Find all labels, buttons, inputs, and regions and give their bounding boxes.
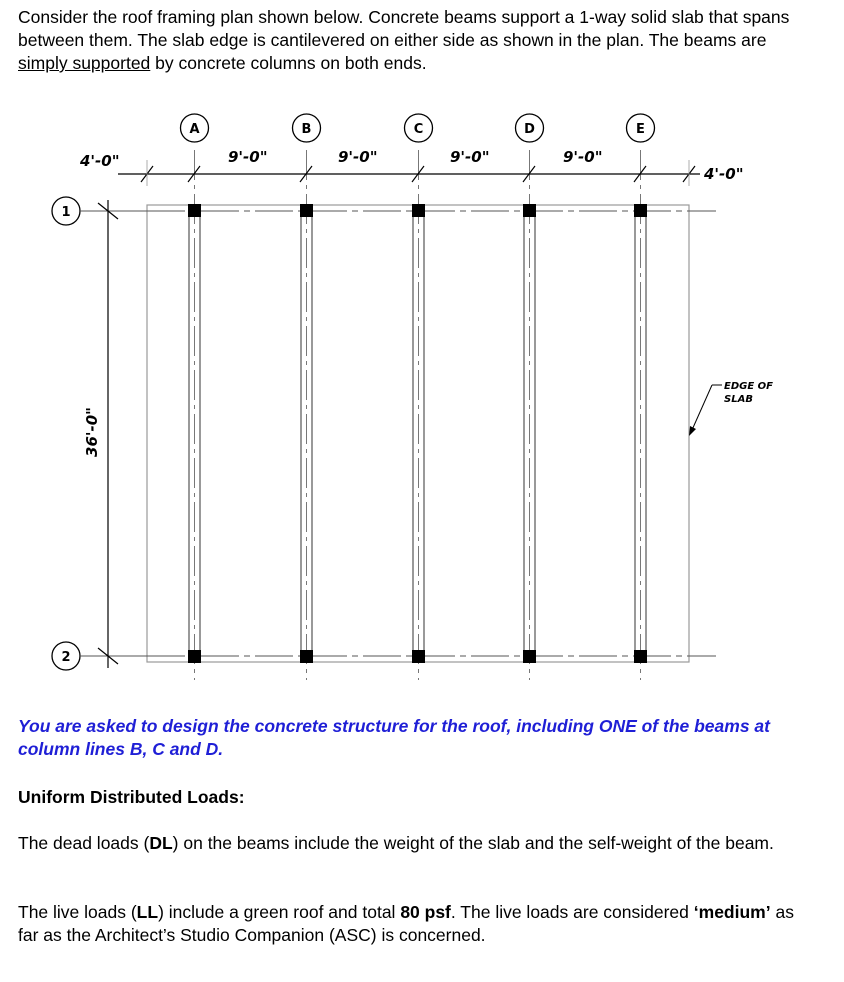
intro-paragraph [18,6,808,75]
column-E2 [634,650,647,663]
ll-abbrev: LL [136,902,159,922]
grid-label-C: C [413,122,424,137]
beam-E [635,150,646,680]
dl-text-2: ) on the beams include the weight of the slab and the self-weight of the beam. [172,833,774,853]
intro-underlined-text: simply supported [18,53,151,73]
edge-of-slab-label-2: SLAB [724,394,753,405]
grid-bubble-C [405,114,433,142]
edge-of-slab-label-1: EDGE OF [724,381,773,392]
column-D1 [523,204,536,217]
grid-bubble-1 [52,197,92,225]
beam-D [524,150,535,680]
grid-bubble-E [627,114,655,142]
dim-bay-CD: 9'-0" [450,148,490,166]
grid-label-D: D [524,122,535,137]
beam-B [301,150,312,680]
live-loads-paragraph [18,901,808,947]
grid-label-1: 1 [61,205,71,220]
beam-A [189,150,200,680]
ll-text-4: as far as the Architect’s Studio Companion (ASC) is concerned. [18,902,794,945]
dead-loads-paragraph [18,832,808,855]
ll-value: 80 psf [400,902,451,922]
dim-bay-BC: 9'-0" [338,148,378,166]
grid-label-E: E [636,122,645,137]
grid-bubble-A [181,114,209,142]
grid-label-A: A [189,122,200,137]
column-C2 [412,650,425,663]
ll-category: ‘medium’ [693,902,771,922]
dim-left-cantilever: 4'-0" [80,152,120,170]
dim-bay-AB: 9'-0" [228,148,268,166]
ll-text-1: The live loads ( [18,902,137,922]
ll-text-3: . The live loads are considered [450,902,694,922]
column-E1 [634,204,647,217]
column-C1 [412,204,425,217]
dim-right-cantilever: 4'-0" [704,165,744,183]
top-dimension-line [118,160,700,186]
column-A1 [188,204,201,217]
intro-text-2: by concrete columns on both ends. [150,53,427,73]
dl-text-1: The dead loads ( [18,833,150,853]
task-statement: You are asked to design the concrete structure for the roof, including ONE of the beams at column lines B, C and D. [18,716,770,759]
loads-heading: Uniform Distributed Loads: [18,787,245,807]
vertical-dimension-line [98,200,118,668]
dim-vertical-36ft: 36'-0" [83,407,101,457]
dl-abbrev: DL [149,833,173,853]
dim-bay-DE: 9'-0" [563,148,603,166]
grid-label-B: B [301,122,312,137]
grid-bubble-B [293,114,321,142]
grid-label-2: 2 [61,650,71,665]
beam-C [413,150,424,680]
edge-of-slab-callout [689,381,773,436]
ll-text-2: ) include a green roof and total [158,902,401,922]
grid-bubble-D [516,114,544,142]
column-B2 [300,650,313,663]
column-B1 [300,204,313,217]
columns [188,204,647,663]
column-D2 [523,650,536,663]
column-A2 [188,650,201,663]
grid-bubble-2 [52,642,92,670]
intro-text-1: Consider the roof framing plan shown below. Concrete beams support a 1-way solid slab that spans between them. The slab edge is cantilevered on either side as shown in the plan. The beams are [18,7,790,50]
top-dimension-labels [79,148,744,183]
roof-framing-plan [0,100,844,700]
